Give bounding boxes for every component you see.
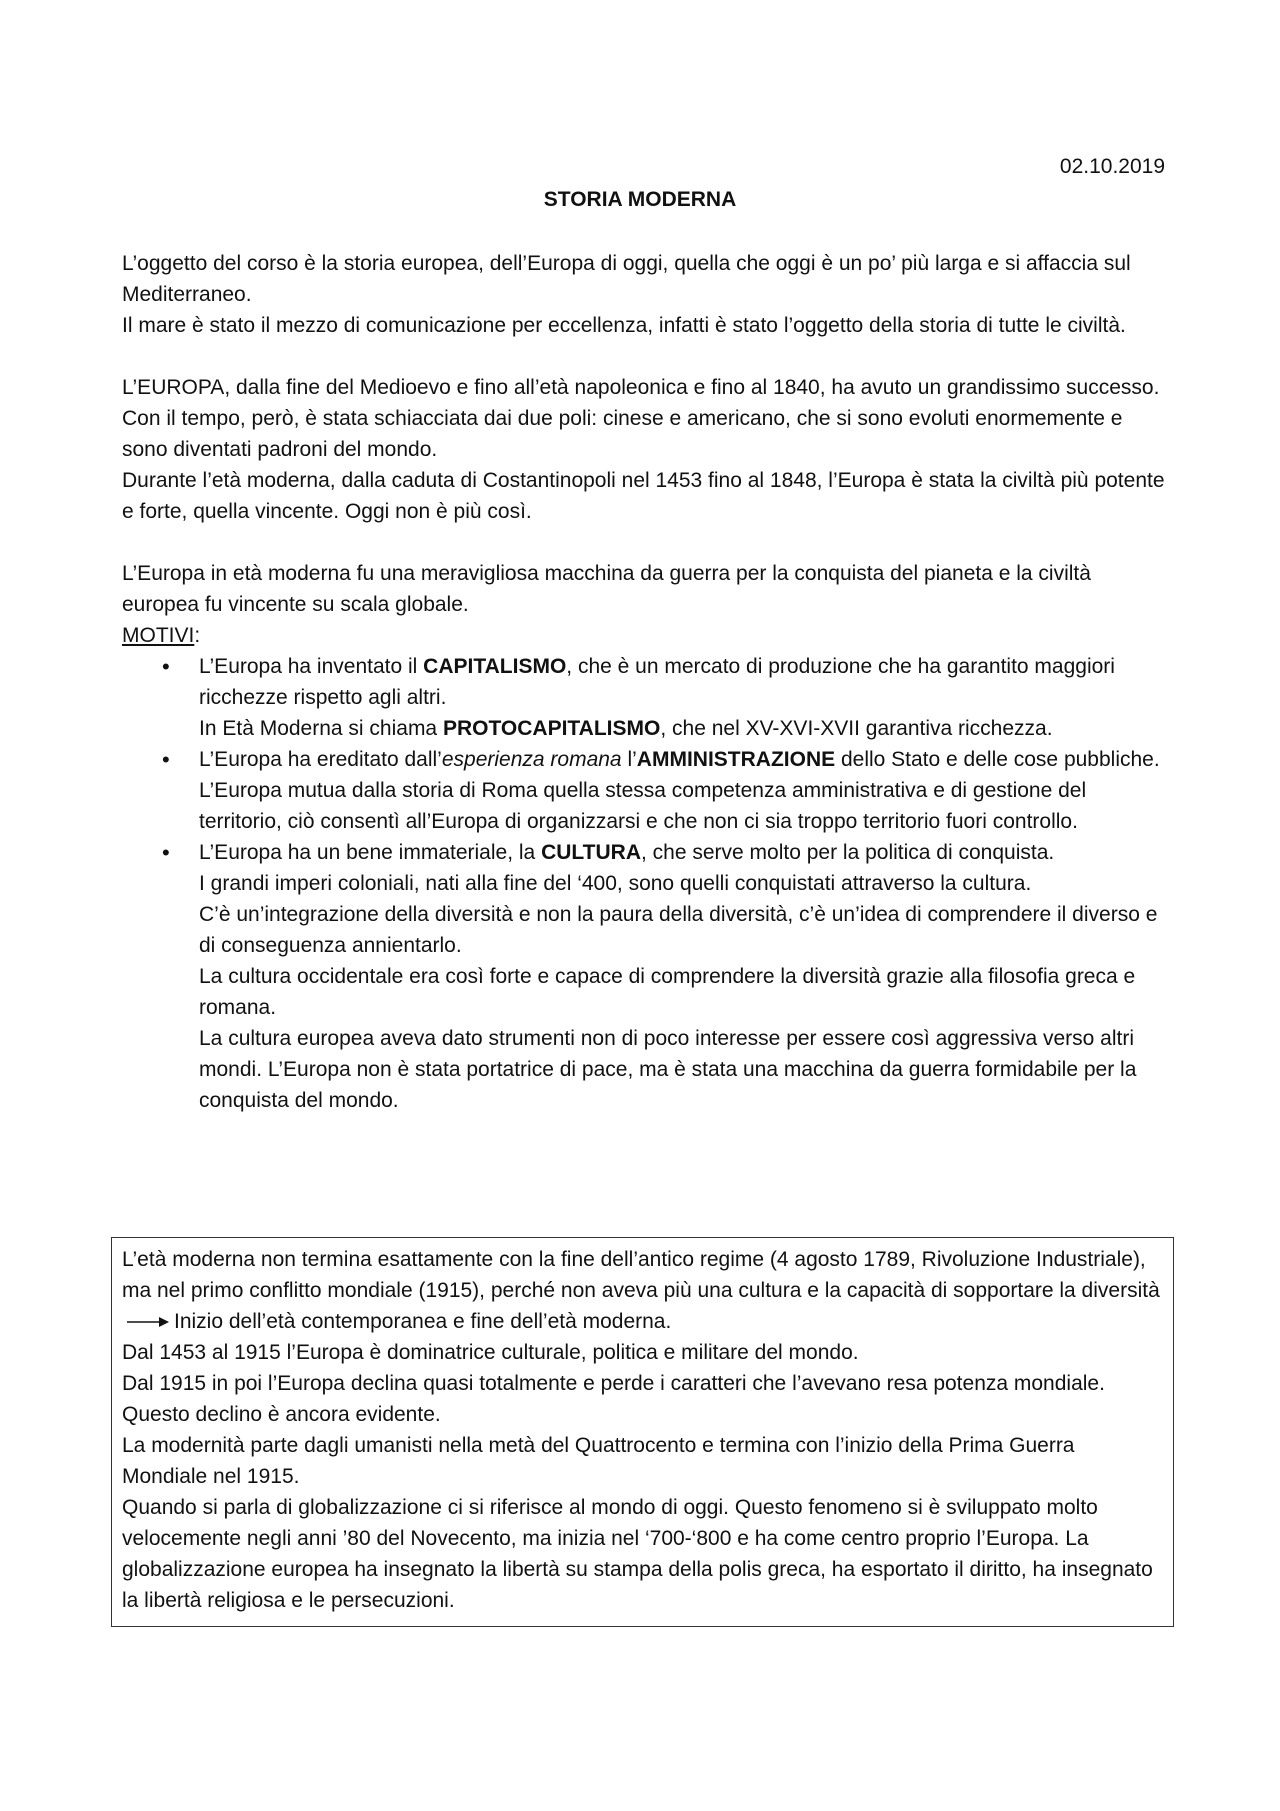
reason-text: l’ [621,748,637,771]
box-line-2: Dal 1453 al 1915 l’Europa è dominatrice culturale, politica e militare del mondo. [122,1341,859,1364]
document-title: STORIA MODERNA [543,188,737,211]
macchina-paragraph: L’Europa in età moderna fu una meravigliosa macchina da guerra per la conquista del pianeta e la civiltà europea fu vincente su scala globale. [122,562,1091,616]
reason-text: dello Stato e delle cose pubbliche. L’Europa mutua dalla storia di Roma quella stessa competenza amministrativa e di gestione del territorio, ciò consentì all’Europa di organizzarsi e che non ci sia troppo territorio fuori controllo. [199,748,1160,833]
reason-3-line-2: I grandi imperi coloniali, nati alla fine del ‘400, sono quelli conquistati attraverso la cultura. [199,872,1032,895]
reason-text: , che serve molto per la politica di conquista. [641,841,1055,864]
reason-3-line-5: La cultura europea aveva dato strumenti non di poco interesse per essere così aggressiva verso altri mondi. L’Europa non è stata portatrice di pace, ma è stata una macchina da guerra formidabile per la conquista del mondo. [199,1027,1137,1112]
box-line-3: Dal 1915 in poi l’Europa declina quasi totalmente e perde i caratteri che l’avevano resa potenza mondiale. Questo declino è ancora evidente. [122,1372,1105,1426]
list-item [122,651,1167,744]
list-item [122,837,1167,1116]
summary-box [111,1237,1174,1627]
arrow-right-icon [126,1315,170,1329]
reason-keyword: CULTURA [541,841,641,864]
box-text: L’età moderna non termina esattamente con la fine dell’antico regime (4 agosto 1789, Rivoluzione Industriale), ma nel primo conflitto mondiale (1915), perché non aveva più una cultura e la capacità di sopportare la diversità [122,1248,1160,1302]
reason-1-line-2 [199,713,1167,744]
reason-keyword: PROTOCAPITALISMO [442,717,661,740]
europa-paragraph-2: Durante l’età moderna, dalla caduta di Costantinopoli nel 1453 fino al 1848, l’Europa è stata la civiltà più potente e forte, quella vincente. Oggi non è più così. [122,469,1165,523]
motivi-heading [122,620,1167,651]
reason-keyword: CAPITALISMO [423,655,567,678]
box-line-4: La modernità parte dagli umanisti nella metà del Quattrocento e termina con l’inizio della Prima Guerra Mondiale nel 1915. [122,1434,1075,1488]
reason-text: L’Europa ha ereditato dall’ [199,748,442,771]
document-date: 02.10.2019 [1059,155,1165,178]
document-body [122,248,1167,1116]
reason-emphasis: esperienza romana [441,748,622,771]
reason-keyword: AMMINISTRAZIONE [636,748,836,771]
reason-text: L’Europa ha un bene immateriale, la [199,841,542,864]
reason-3-line-3: C’è un’integrazione della diversità e non la paura della diversità, c’è un’idea di comprendere il diverso e di conseguenza annientarlo. [199,903,1158,957]
intro-paragraph-1: L’oggetto del corso è la storia europea, dell’Europa di oggi, quella che oggi è un po’ più larga e si affaccia sul Mediterraneo. [122,252,1131,306]
reason-text: , che nel XV-XVI-XVII garantiva ricchezza. [660,717,1053,740]
box-line-5: Quando si parla di globalizzazione ci si riferisce al mondo di oggi. Questo fenomeno si è sviluppato molto velocemente negli anni ’80 del Novecento, ma inizia nel ‘700-‘800 e ha come centro proprio l’Europa. La globalizzazione europea ha insegnato la libertà su stampa della polis greca, ha esportato il diritto, ha insegnato la libertà religiosa e le persecuzioni. [122,1496,1153,1612]
europa-paragraph-1: L’EUROPA, dalla fine del Medioevo e fino all’età napoleonica e fino al 1840, ha avuto un grandissimo successo. Con il tempo, però, è stata schiacciata dai due poli: cinese e americano, che si sono evoluti enormemente e sono diventati padroni del mondo. [122,376,1160,461]
list-item [122,744,1167,837]
motivi-label: MOTIVI [122,624,195,647]
reason-1-line-1 [199,651,1167,713]
box-text: Inizio dell’età contemporanea e fine dell’età moderna. [174,1310,672,1333]
reasons-list [122,651,1167,1116]
reason-2-text [199,744,1167,837]
intro-paragraph-2: Il mare è stato il mezzo di comunicazione per eccellenza, infatti è stato l’oggetto della storia di tutte le civiltà. [122,314,1126,337]
reason-3-line-4: La cultura occidentale era così forte e capace di comprendere la diversità grazie alla filosofia greca e romana. [199,965,1136,1019]
reason-text: , che è un mercato di produzione che ha garantito maggiori ricchezze rispetto agli altri. [199,655,1115,709]
box-line-1 [122,1244,1161,1337]
motivi-colon: : [194,624,201,647]
reason-3-line-1 [199,837,1167,868]
reason-text: In Età Moderna si chiama [199,717,443,740]
reason-text: L’Europa ha inventato il [199,655,424,678]
